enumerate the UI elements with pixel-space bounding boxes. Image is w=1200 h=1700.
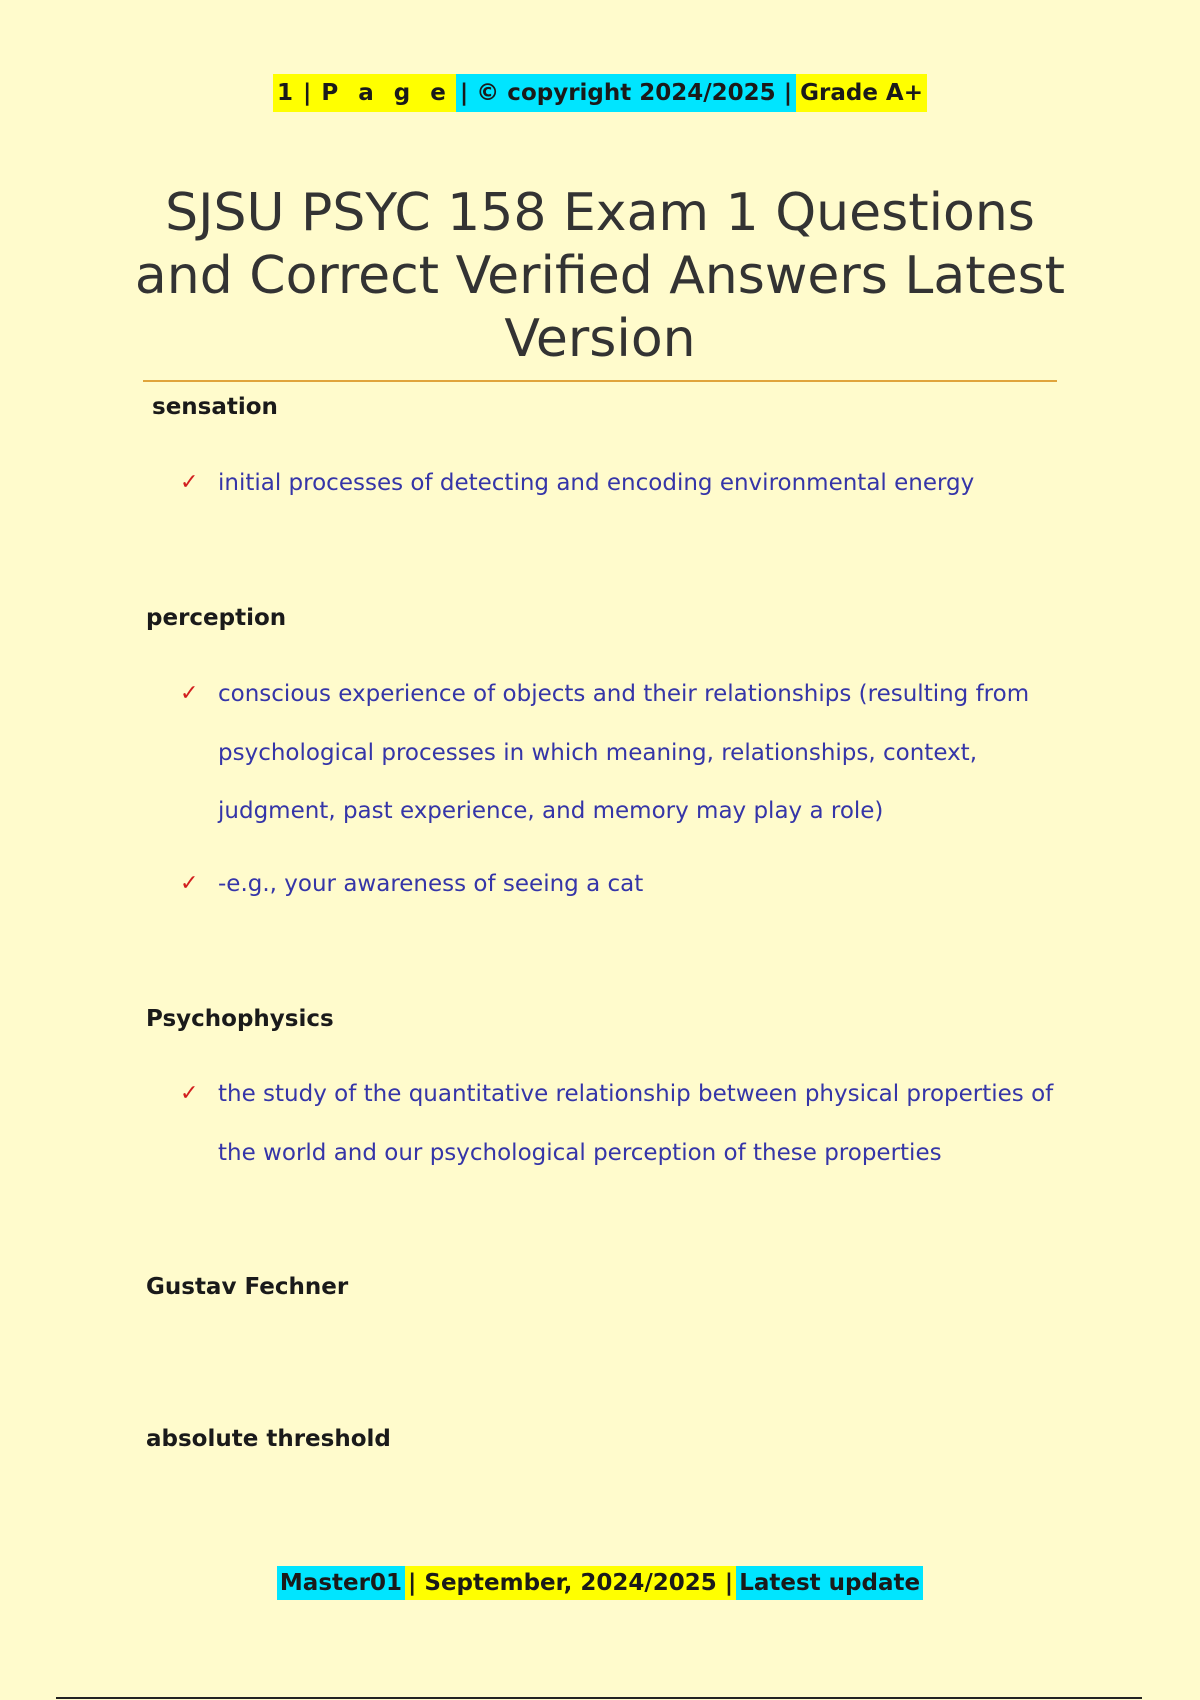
copyright-label: | © copyright 2024/2025 |: [456, 74, 796, 112]
grade-badge: Grade A+: [796, 74, 927, 112]
answer-text: -e.g., your awareness of seeing a cat: [218, 871, 644, 897]
page-word: P a g e: [321, 80, 452, 106]
page-number: 1: [276, 80, 293, 106]
page-header: [0, 74, 1200, 112]
answer-text: conscious experience of objects and their relationships (resulting from psychological processes in which meaning, relationships, context, judgment, past experience, and memory may play a role): [218, 681, 1030, 824]
answer-item: [180, 1065, 1060, 1182]
update-label: Latest update: [736, 1566, 923, 1600]
date-label: | September, 2024/2025 |: [405, 1566, 736, 1600]
page-footer: [0, 1566, 1200, 1600]
title-divider: [143, 380, 1057, 382]
footer-divider: [56, 1697, 1142, 1699]
answer-text: initial processes of detecting and encoding environmental energy: [218, 470, 975, 496]
page-number-label: 1 | P a g e: [273, 74, 456, 112]
term-heading: perception: [146, 605, 287, 631]
answer-item: [180, 855, 1060, 914]
author-label: Master01: [277, 1566, 405, 1600]
copyright-text: © copyright 2024/2025: [476, 80, 776, 106]
checkmark-icon: ✓: [180, 470, 199, 495]
answer-item: [180, 665, 1060, 841]
term-heading: absolute threshold: [146, 1426, 391, 1452]
term-heading: sensation: [152, 394, 278, 420]
answer-text: the study of the quantitative relationship between physical properties of the world and our psychological perception of these properties: [218, 1081, 1054, 1166]
checkmark-icon: ✓: [180, 1081, 199, 1106]
date-text: September, 2024/2025: [424, 1570, 717, 1596]
checkmark-icon: ✓: [180, 681, 199, 706]
checkmark-icon: ✓: [180, 871, 199, 896]
answer-item: [180, 454, 1060, 513]
term-heading: Gustav Fechner: [146, 1274, 349, 1300]
document-title: SJSU PSYC 158 Exam 1 Questions and Correct Verified Answers Latest Version: [134, 183, 1066, 369]
term-heading: Psychophysics: [146, 1006, 334, 1032]
